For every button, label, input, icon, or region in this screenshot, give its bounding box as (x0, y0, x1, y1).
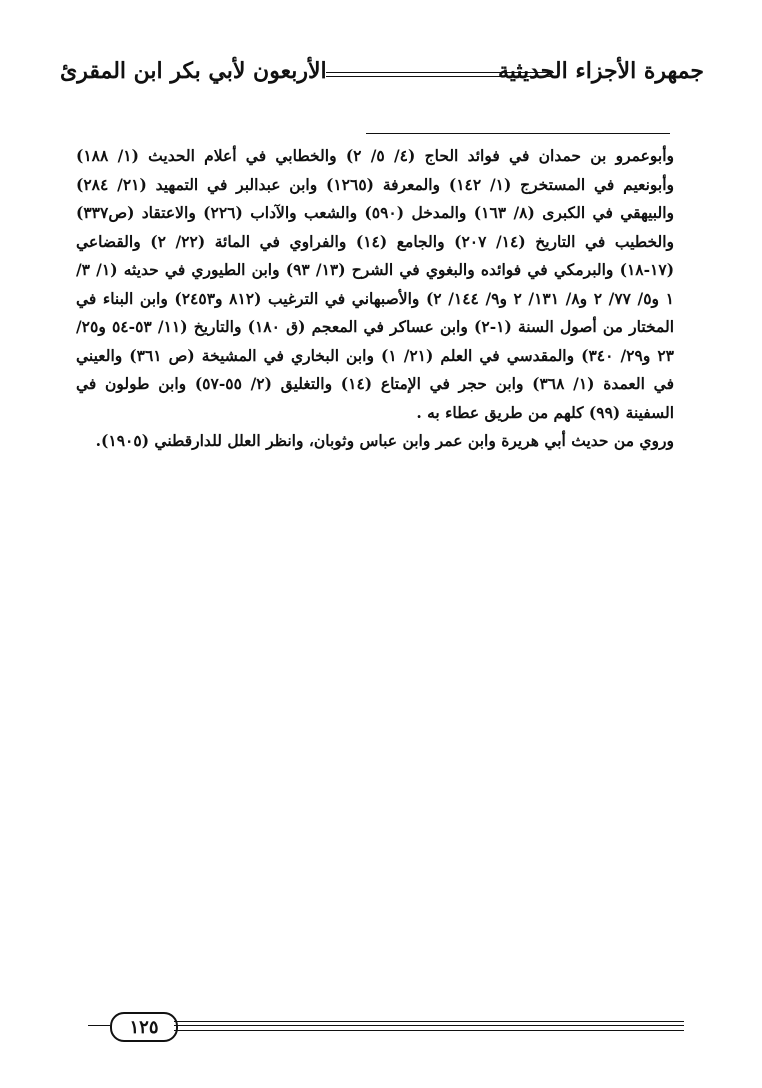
page-number: ١٢٥ (110, 1012, 178, 1042)
header-divider-second (326, 76, 554, 77)
footer-rule (174, 1021, 684, 1022)
header-divider (326, 72, 554, 73)
footnote-separator (366, 133, 670, 134)
footer-rule (174, 1030, 684, 1031)
footnote-paragraph: وروي من حديث أبي هريرة وابن عمر وابن عباس وثوبان، وانظر العلل للدارقطني (١٩٠٥). (95, 431, 674, 450)
page-footer (88, 1012, 684, 1052)
section-title: الأربعون لأبي بكر ابن المقرئ (60, 58, 327, 84)
footer-rule (88, 1025, 110, 1026)
book-title: جمهرة الأجزاء الحديثية (497, 58, 704, 84)
running-header (60, 52, 704, 92)
footnote-paragraph: وأبوعمرو بن حمدان في فوائد الحاج (٤/ ٥/ ٢) والخطابي في أعلام الحديث (١/ ١٨٨) وأبونعيم في المستخرج (١/ ١٤٢) والمعرفة (١٢٦٥) وابن عبدالبر في التمهيد (٢١/ ٢٨٤) والبيهقي في الكبرى (٨/ ١٦٣) والمدخل (٥٩٠) والشعب والآداب (٢٢٦) والاعتقاد (ص٣٣٧) والخطيب في التاريخ (١٤/ ٢٠٧) والجامع (١٤) والفراوي في المائة (٢٢/ ٢) والقضاعي (١٧-١٨) والبرمكي في فوائده والبغوي في الشرح (١٣/ ٩٣) وابن الطيوري في حديثه (١/ ٣/ ١ و٥/ ٧٧/ ٢ و٨/ ١٣١/ ٢ و٩/ ١٤٤/ ٢) والأصبهاني في الترغيب (٨١٢ و٢٤٥٣) وابن البناء في المختار من أصول السنة (١-٢) وابن عساكر في المعجم (ق ١٨٠) والتاريخ (١١/ ٥٣-٥٤ و٢٥/ ٢٣ و٢٩/ ٣٤٠) والمقدسي في العلم (٢١/ ١) وابن البخاري في المشيخة (ص ٣٦١) والعيني في العمدة (١/ ٣٦٨) وابن حجر في الإمتاع (١٤) والتغليق (٢/ ٥٥-٥٧) وابن طولون في السفينة (٩٩) كلهم من طريق عطاء به . (76, 146, 675, 422)
footer-rule (174, 1025, 684, 1026)
footnotes (76, 142, 674, 456)
